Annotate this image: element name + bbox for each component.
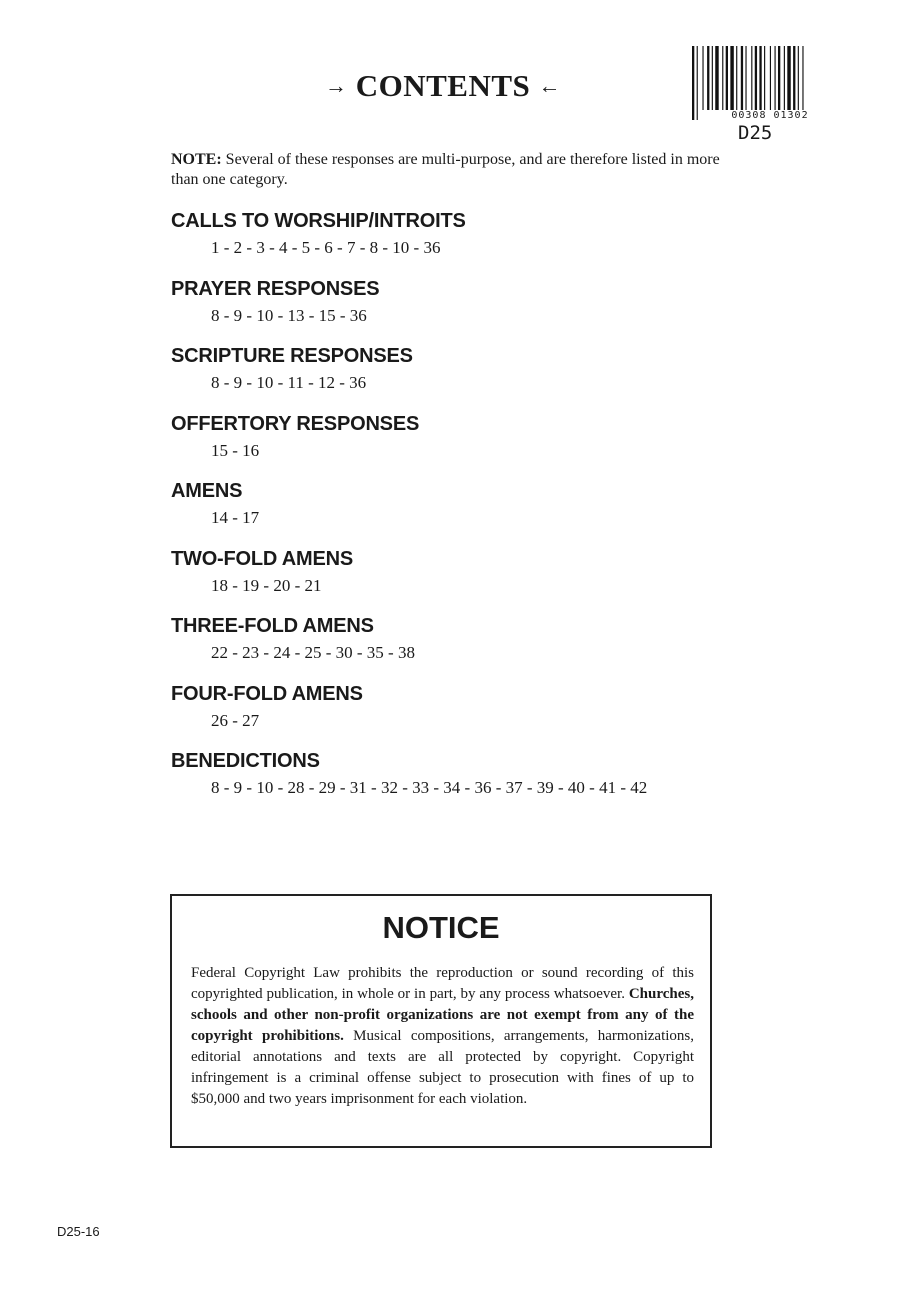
barcode-bar	[775, 46, 776, 120]
barcode-bar	[802, 46, 803, 120]
category-amens	[171, 479, 811, 547]
category-two-fold-amens	[171, 547, 811, 615]
category-prayer-responses	[171, 277, 811, 345]
category-numbers: 8 - 9 - 10 - 13 - 15 - 36	[211, 305, 367, 325]
category-offertory-responses	[171, 412, 811, 480]
barcode-bar	[741, 46, 743, 120]
notice-title: NOTICE	[382, 910, 500, 945]
note-label: NOTE:	[171, 151, 222, 168]
category-numbers: 1 - 2 - 3 - 4 - 5 - 6 - 7 - 8 - 10 - 36	[211, 238, 441, 257]
barcode-bar	[778, 46, 780, 120]
category-numbers: 15 - 16	[211, 440, 260, 460]
notice-text-rest: Musical compositions, arrangements, harmonizations, editorial annotations and texts are all protected by copyright. Copyright infringement is a criminal offense subject to prosecution with fines of up to $50,000 and two years imprisonment for each violation.	[191, 1028, 694, 1107]
category-title: AMENS	[171, 480, 243, 502]
contents-title	[318, 68, 568, 104]
notice-body	[191, 963, 694, 1110]
catalog-code: D25	[738, 122, 773, 144]
barcode-bar	[712, 46, 713, 120]
category-numbers: 26 - 27	[211, 710, 260, 730]
arrow-left-icon: ←	[538, 73, 562, 98]
barcode-bar	[715, 46, 718, 120]
barcode-bar	[770, 46, 771, 120]
category-numbers: 22 - 23 - 24 - 25 - 30 - 35 - 38	[211, 643, 415, 662]
barcode-bar	[692, 46, 694, 120]
category-title: OFFERTORY RESPONSES	[171, 412, 420, 435]
notice-text-intro: Federal Copyright Law prohibits the reproduction or sound recording of this copyrighted publication, in whole or in part, by any process whatsoever.	[191, 965, 694, 1002]
barcode-bar	[702, 46, 703, 120]
barcode-bar	[745, 46, 746, 120]
category-four-fold-amens	[171, 682, 811, 750]
barcode-number: 00308 01302	[700, 110, 840, 121]
barcode-bar	[787, 46, 790, 120]
barcode-bar	[759, 46, 761, 120]
barcode-bar	[726, 46, 728, 120]
footer-code: D25-16	[57, 1224, 100, 1239]
category-title: TWO-FOLD AMENS	[171, 547, 353, 570]
category-numbers: 18 - 19 - 20 - 21	[211, 575, 322, 595]
barcode-bar	[798, 46, 799, 120]
category-title: SCRIPTURE RESPONSES	[171, 345, 413, 367]
barcode-bar	[755, 46, 757, 120]
category-calls-to-worship	[171, 209, 811, 277]
category-numbers: 8 - 9 - 10 - 28 - 29 - 31 - 32 - 33 - 34 - 36 - 37 - 39 - 40 - 41 - 42	[211, 778, 648, 797]
category-benedictions	[171, 749, 811, 817]
category-scripture-responses	[171, 344, 811, 412]
barcode-bar	[764, 46, 765, 120]
category-title: CALLS TO WORSHIP/INTROITS	[171, 210, 466, 232]
category-numbers: 14 - 17	[211, 508, 260, 527]
copyright-notice-box	[170, 894, 712, 1148]
barcode-bar	[697, 46, 698, 120]
note-text: Several of these responses are multi-purpose, and are therefore listed in more than one category.	[171, 151, 720, 188]
category-three-fold-amens	[171, 614, 811, 682]
barcode-bar	[784, 46, 785, 120]
barcode-bar	[707, 46, 709, 120]
barcode-bar	[751, 46, 752, 120]
category-title: THREE-FOLD AMENS	[171, 615, 374, 637]
category-title: BENEDICTIONS	[171, 750, 320, 772]
note-paragraph	[171, 150, 731, 190]
notice-text-bold: Churches, schools and other non-profit organizations are not exempt from any of the copyright prohibitions.	[191, 986, 694, 1044]
category-title: FOUR-FOLD AMENS	[171, 682, 363, 705]
barcode-bar	[722, 46, 723, 120]
category-title: PRAYER RESPONSES	[171, 277, 380, 300]
barcode-bar	[736, 46, 737, 120]
page-title: CONTENTS	[355, 68, 531, 103]
barcode-bar	[730, 46, 733, 120]
arrow-right-icon: →	[324, 73, 348, 98]
category-numbers: 8 - 9 - 10 - 11 - 12 - 36	[211, 373, 367, 392]
barcode-bar	[793, 46, 795, 120]
contents-list	[171, 209, 811, 817]
